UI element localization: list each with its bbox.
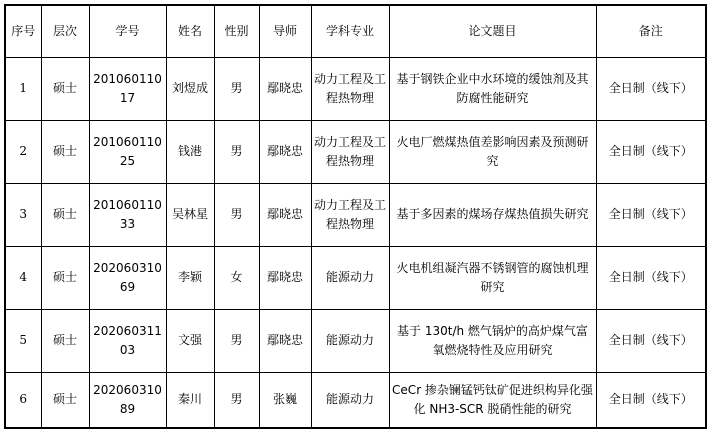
- table-row: [5, 372, 706, 428]
- cell-gender: 男: [214, 120, 259, 183]
- cell-thesis-title: 基于多因素的煤场存煤热值损失研究: [389, 183, 596, 246]
- col-header-advisor: 导师: [259, 5, 311, 57]
- cell-major: 能源动力: [311, 372, 389, 428]
- cell-gender: 男: [214, 57, 259, 120]
- table-row: [5, 57, 706, 120]
- cell-advisor: 鄢晓忠: [259, 57, 311, 120]
- cell-level: 硕士: [41, 246, 89, 309]
- cell-thesis-title: CeCr 掺杂镧锰钙钛矿促进织构异化强化 NH3-SCR 脱硝性能的研究: [389, 372, 596, 428]
- cell-level: 硕士: [41, 120, 89, 183]
- cell-remark: 全日制（线下）: [596, 309, 706, 372]
- table-row: [5, 183, 706, 246]
- cell-thesis-title: 基于 130t/h 燃气锅炉的高炉煤气富氧燃烧特性及应用研究: [389, 309, 596, 372]
- cell-name: 秦川: [166, 372, 214, 428]
- col-header-student-id: 学号: [89, 5, 166, 57]
- header-row: [5, 5, 706, 57]
- col-header-major: 学科专业: [311, 5, 389, 57]
- thesis-roster-table: [4, 4, 707, 429]
- cell-name: 刘煜成: [166, 57, 214, 120]
- cell-index: 2: [5, 120, 41, 183]
- cell-name: 文强: [166, 309, 214, 372]
- cell-name: 钱港: [166, 120, 214, 183]
- cell-remark: 全日制（线下）: [596, 57, 706, 120]
- cell-student-id: 20106011033: [89, 183, 166, 246]
- col-header-thesis-title: 论文题目: [389, 5, 596, 57]
- cell-advisor: 鄢晓忠: [259, 246, 311, 309]
- cell-major: 动力工程及工程热物理: [311, 120, 389, 183]
- cell-remark: 全日制（线下）: [596, 183, 706, 246]
- cell-student-id: 20206031069: [89, 246, 166, 309]
- cell-name: 李颖: [166, 246, 214, 309]
- cell-major: 能源动力: [311, 246, 389, 309]
- cell-index: 1: [5, 57, 41, 120]
- cell-student-id: 20206031103: [89, 309, 166, 372]
- table-row: [5, 246, 706, 309]
- table-row: [5, 309, 706, 372]
- cell-index: 6: [5, 372, 41, 428]
- cell-student-id: 20206031089: [89, 372, 166, 428]
- cell-level: 硕士: [41, 372, 89, 428]
- cell-index: 5: [5, 309, 41, 372]
- cell-major: 动力工程及工程热物理: [311, 57, 389, 120]
- col-header-level: 层次: [41, 5, 89, 57]
- cell-thesis-title: 火电机组凝汽器不锈钢管的腐蚀机理研究: [389, 246, 596, 309]
- cell-advisor: 鄢晓忠: [259, 309, 311, 372]
- cell-remark: 全日制（线下）: [596, 372, 706, 428]
- cell-gender: 男: [214, 309, 259, 372]
- cell-gender: 男: [214, 183, 259, 246]
- cell-level: 硕士: [41, 57, 89, 120]
- cell-major: 动力工程及工程热物理: [311, 183, 389, 246]
- cell-index: 3: [5, 183, 41, 246]
- cell-gender: 女: [214, 246, 259, 309]
- cell-student-id: 20106011025: [89, 120, 166, 183]
- cell-major: 能源动力: [311, 309, 389, 372]
- cell-student-id: 20106011017: [89, 57, 166, 120]
- cell-remark: 全日制（线下）: [596, 120, 706, 183]
- table-row: [5, 120, 706, 183]
- col-header-index: 序号: [5, 5, 41, 57]
- cell-index: 4: [5, 246, 41, 309]
- cell-advisor: 张巍: [259, 372, 311, 428]
- cell-advisor: 鄢晓忠: [259, 120, 311, 183]
- cell-gender: 男: [214, 372, 259, 428]
- cell-thesis-title: 基于钢铁企业中水环境的缓蚀剂及其防腐性能研究: [389, 57, 596, 120]
- col-header-name: 姓名: [166, 5, 214, 57]
- cell-remark: 全日制（线下）: [596, 246, 706, 309]
- cell-advisor: 鄢晓忠: [259, 183, 311, 246]
- cell-thesis-title: 火电厂燃煤热值差影响因素及预测研究: [389, 120, 596, 183]
- col-header-gender: 性别: [214, 5, 259, 57]
- col-header-remark: 备注: [596, 5, 706, 57]
- cell-level: 硕士: [41, 309, 89, 372]
- cell-name: 吴林星: [166, 183, 214, 246]
- cell-level: 硕士: [41, 183, 89, 246]
